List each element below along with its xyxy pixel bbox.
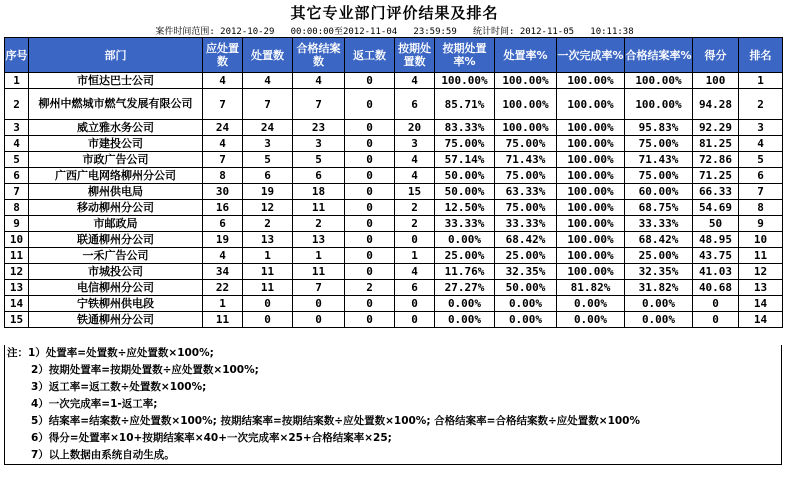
table-cell: 4 <box>203 248 243 264</box>
note-line: 2）按期处置率=按期处置数÷应处置数×100%; <box>31 364 259 376</box>
table-cell: 19 <box>203 232 243 248</box>
table-cell: 31.82% <box>625 280 693 296</box>
table-cell: 11 <box>293 200 345 216</box>
table-cell: 0 <box>243 296 293 312</box>
table-row <box>5 200 783 216</box>
table-cell: 2 <box>293 216 345 232</box>
note-line: 3）返工率=返工数÷处置数×100%; <box>31 381 207 393</box>
table-cell: 50.00% <box>495 280 557 296</box>
table-cell: 1 <box>5 73 29 89</box>
table-cell: 4 <box>5 136 29 152</box>
table-cell: 5 <box>5 152 29 168</box>
table-cell: 4 <box>739 136 783 152</box>
table-cell: 10 <box>739 232 783 248</box>
table-row <box>5 312 783 328</box>
table-cell: 1 <box>395 248 435 264</box>
table-cell: 48.95 <box>693 232 739 248</box>
table-row <box>5 120 783 136</box>
department-cell: 市政广告公司 <box>29 152 203 168</box>
table-cell: 0.00% <box>557 312 625 328</box>
table-cell: 75.00% <box>495 200 557 216</box>
table-cell: 100.00% <box>495 89 557 120</box>
table-cell: 100.00% <box>557 168 625 184</box>
report-time-range: 案件时间范围: 2012-10-29 00:00:00至2012-11-04 23:59:59 统计时间: 2012-11-05 10:11:38 <box>155 27 634 37</box>
table-cell: 10 <box>5 232 29 248</box>
table-row <box>5 168 783 184</box>
table-cell: 75.00% <box>625 136 693 152</box>
table-cell: 2 <box>345 280 395 296</box>
table-row <box>5 184 783 200</box>
department-cell: 市建投公司 <box>29 136 203 152</box>
table-cell: 100.00% <box>557 248 625 264</box>
table-cell: 6 <box>293 168 345 184</box>
table-cell: 11 <box>293 264 345 280</box>
table-cell: 11 <box>739 248 783 264</box>
table-cell: 4 <box>243 73 293 89</box>
table-cell: 1 <box>293 248 345 264</box>
note-line: 6）得分=处置率×10+按期结案率×40+一次完成率×25+合格结案率×25; <box>31 432 392 444</box>
table-cell: 11 <box>243 264 293 280</box>
table-cell: 100.00% <box>625 89 693 120</box>
table-cell: 34 <box>203 264 243 280</box>
department-cell: 柳州中燃城市燃气发展有限公司 <box>29 89 203 120</box>
department-cell: 移动柳州分公司 <box>29 200 203 216</box>
table-cell: 63.33% <box>495 184 557 200</box>
table-cell: 0 <box>395 232 435 248</box>
table-cell: 33.33% <box>435 216 495 232</box>
table-cell: 0 <box>345 216 395 232</box>
table-cell: 12 <box>5 264 29 280</box>
table-cell: 0.00% <box>435 312 495 328</box>
table-cell: 3 <box>243 136 293 152</box>
department-cell: 市恒达巴士公司 <box>29 73 203 89</box>
table-cell: 14 <box>5 296 29 312</box>
department-cell: 铁通柳州分公司 <box>29 312 203 328</box>
column-header: 得分 <box>693 38 739 73</box>
table-cell: 4 <box>203 73 243 89</box>
column-header: 按期处置数 <box>395 38 435 73</box>
table-cell: 66.33 <box>693 184 739 200</box>
column-header: 合格结案数 <box>293 38 345 73</box>
table-row <box>5 232 783 248</box>
table-cell: 100.00% <box>557 120 625 136</box>
table-cell: 6 <box>203 216 243 232</box>
table-cell: 0 <box>345 312 395 328</box>
table-cell: 12 <box>243 200 293 216</box>
table-cell: 68.42% <box>625 232 693 248</box>
table-cell: 81.25 <box>693 136 739 152</box>
table-cell: 5 <box>739 152 783 168</box>
department-cell: 威立雅水务公司 <box>29 120 203 136</box>
table-cell: 7 <box>5 184 29 200</box>
table-cell: 0 <box>293 296 345 312</box>
table-cell: 94.28 <box>693 89 739 120</box>
table-cell: 0 <box>345 73 395 89</box>
table-cell: 68.42% <box>495 232 557 248</box>
table-row <box>5 89 783 120</box>
column-header: 按期处置率% <box>435 38 495 73</box>
table-cell: 13 <box>243 232 293 248</box>
table-cell: 0 <box>243 312 293 328</box>
table-cell: 5 <box>243 152 293 168</box>
table-cell: 0 <box>395 296 435 312</box>
table-cell: 85.71% <box>435 89 495 120</box>
table-cell: 0 <box>345 248 395 264</box>
column-header: 处置率% <box>495 38 557 73</box>
table-cell: 20 <box>395 120 435 136</box>
table-cell: 41.03 <box>693 264 739 280</box>
table-cell: 100.00% <box>557 264 625 280</box>
table-cell: 100.00% <box>557 89 625 120</box>
table-cell: 9 <box>5 216 29 232</box>
table-cell: 0.00% <box>625 296 693 312</box>
table-cell: 23 <box>293 120 345 136</box>
table-cell: 24 <box>203 120 243 136</box>
notes-section <box>4 345 782 465</box>
column-header: 应处置数 <box>203 38 243 73</box>
table-cell: 7 <box>739 184 783 200</box>
table-cell: 24 <box>243 120 293 136</box>
table-cell: 100 <box>693 73 739 89</box>
table-cell: 0 <box>345 120 395 136</box>
table-cell: 40.68 <box>693 280 739 296</box>
table-row <box>5 248 783 264</box>
table-cell: 4 <box>293 73 345 89</box>
department-cell: 一禾广告公司 <box>29 248 203 264</box>
column-header: 部门 <box>29 38 203 73</box>
table-cell: 75.00% <box>625 168 693 184</box>
table-cell: 2 <box>395 200 435 216</box>
table-cell: 33.33% <box>625 216 693 232</box>
table-cell: 7 <box>203 89 243 120</box>
table-cell: 32.35% <box>625 264 693 280</box>
table-cell: 0 <box>693 296 739 312</box>
column-header: 一次完成率% <box>557 38 625 73</box>
table-cell: 0.00% <box>435 232 495 248</box>
table-cell: 4 <box>395 152 435 168</box>
table-cell: 2 <box>5 89 29 120</box>
table-cell: 71.43% <box>625 152 693 168</box>
table-cell: 2 <box>243 216 293 232</box>
table-cell: 9 <box>739 216 783 232</box>
table-cell: 6 <box>739 168 783 184</box>
table-header-row <box>5 38 783 73</box>
column-header: 返工数 <box>345 38 395 73</box>
note-line: 7）以上数据由系统自动生成。 <box>31 449 175 461</box>
table-cell: 25.00% <box>625 248 693 264</box>
table-cell: 7 <box>243 89 293 120</box>
table-cell: 0.00% <box>495 312 557 328</box>
table-row <box>5 280 783 296</box>
table-cell: 18 <box>293 184 345 200</box>
table-row <box>5 152 783 168</box>
table-cell: 8 <box>5 200 29 216</box>
table-cell: 100.00% <box>557 73 625 89</box>
table-cell: 71.43% <box>495 152 557 168</box>
table-cell: 0.00% <box>625 312 693 328</box>
table-cell: 2 <box>395 216 435 232</box>
table-row <box>5 136 783 152</box>
table-cell: 3 <box>739 120 783 136</box>
table-cell: 0 <box>345 264 395 280</box>
table-cell: 30 <box>203 184 243 200</box>
table-cell: 100.00% <box>557 200 625 216</box>
table-row <box>5 264 783 280</box>
table-row <box>5 73 783 89</box>
table-cell: 75.00% <box>495 168 557 184</box>
column-header: 序号 <box>5 38 29 73</box>
table-cell: 0 <box>345 152 395 168</box>
table-cell: 0.00% <box>495 296 557 312</box>
table-cell: 22 <box>203 280 243 296</box>
table-cell: 11 <box>203 312 243 328</box>
table-cell: 6 <box>395 280 435 296</box>
table-cell: 8 <box>203 168 243 184</box>
table-cell: 4 <box>395 264 435 280</box>
table-cell: 11 <box>5 248 29 264</box>
table-cell: 12.50% <box>435 200 495 216</box>
table-cell: 0 <box>345 168 395 184</box>
table-cell: 100.00% <box>435 73 495 89</box>
table-cell: 33.33% <box>495 216 557 232</box>
table-cell: 100.00% <box>557 232 625 248</box>
table-cell: 100.00% <box>557 136 625 152</box>
table-cell: 16 <box>203 200 243 216</box>
table-cell: 6 <box>395 89 435 120</box>
table-cell: 14 <box>739 312 783 328</box>
evaluation-table <box>4 37 783 328</box>
table-cell: 71.25 <box>693 168 739 184</box>
table-cell: 0 <box>345 232 395 248</box>
table-row <box>5 296 783 312</box>
table-cell: 100.00% <box>495 120 557 136</box>
table-cell: 11 <box>243 280 293 296</box>
table-cell: 1 <box>739 73 783 89</box>
table-cell: 32.35% <box>495 264 557 280</box>
table-cell: 100.00% <box>557 184 625 200</box>
table-row <box>5 216 783 232</box>
table-cell: 7 <box>203 152 243 168</box>
table-cell: 68.75% <box>625 200 693 216</box>
table-cell: 13 <box>739 280 783 296</box>
table-cell: 50 <box>693 216 739 232</box>
table-cell: 95.83% <box>625 120 693 136</box>
note-line: 4）一次完成率=1-返工率; <box>31 398 158 410</box>
table-cell: 57.14% <box>435 152 495 168</box>
table-cell: 4 <box>395 168 435 184</box>
table-cell: 1 <box>243 248 293 264</box>
table-cell: 2 <box>739 89 783 120</box>
table-cell: 27.27% <box>435 280 495 296</box>
table-body <box>5 73 783 328</box>
table-cell: 3 <box>293 136 345 152</box>
table-cell: 83.33% <box>435 120 495 136</box>
table-cell: 75.00% <box>435 136 495 152</box>
department-cell: 电信柳州分公司 <box>29 280 203 296</box>
table-cell: 3 <box>395 136 435 152</box>
column-header: 排名 <box>739 38 783 73</box>
note-line: 5）结案率=结案数÷应处置数×100%; 按期结案率=按期结案数÷应处置数×100%; 合格结案率=合格结案数÷应处置数×100% <box>31 415 641 427</box>
table-cell: 54.69 <box>693 200 739 216</box>
table-cell: 14 <box>739 296 783 312</box>
table-cell: 0 <box>345 89 395 120</box>
table-cell: 4 <box>203 136 243 152</box>
table-cell: 72.86 <box>693 152 739 168</box>
table-cell: 4 <box>395 73 435 89</box>
table-cell: 13 <box>293 232 345 248</box>
table-cell: 0.00% <box>435 296 495 312</box>
table-cell: 60.00% <box>625 184 693 200</box>
table-cell: 43.75 <box>693 248 739 264</box>
table-cell: 0 <box>345 200 395 216</box>
table-cell: 0 <box>345 184 395 200</box>
table-cell: 100.00% <box>557 216 625 232</box>
department-cell: 柳州供电局 <box>29 184 203 200</box>
table-cell: 0.00% <box>557 296 625 312</box>
table-cell: 11.76% <box>435 264 495 280</box>
department-cell: 宁铁柳州供电段 <box>29 296 203 312</box>
table-cell: 0 <box>293 312 345 328</box>
table-cell: 0 <box>693 312 739 328</box>
table-cell: 15 <box>5 312 29 328</box>
table-cell: 0 <box>395 312 435 328</box>
table-cell: 7 <box>293 89 345 120</box>
department-cell: 联通柳州分公司 <box>29 232 203 248</box>
table-cell: 50.00% <box>435 184 495 200</box>
table-cell: 19 <box>243 184 293 200</box>
table-cell: 0 <box>345 136 395 152</box>
note-line: 注：1）处置率=处置数÷应处置数×100%; <box>7 347 214 359</box>
table-cell: 92.29 <box>693 120 739 136</box>
table-cell: 15 <box>395 184 435 200</box>
table-cell: 5 <box>293 152 345 168</box>
table-cell: 100.00% <box>557 152 625 168</box>
table-cell: 7 <box>293 280 345 296</box>
table-cell: 12 <box>739 264 783 280</box>
table-cell: 6 <box>5 168 29 184</box>
column-header: 处置数 <box>243 38 293 73</box>
page-title: 其它专业部门评价结果及排名 <box>290 4 499 22</box>
table-cell: 50.00% <box>435 168 495 184</box>
table-cell: 0 <box>345 296 395 312</box>
table-cell: 25.00% <box>435 248 495 264</box>
department-cell: 市城投公司 <box>29 264 203 280</box>
table-cell: 81.82% <box>557 280 625 296</box>
table-cell: 75.00% <box>495 136 557 152</box>
table-cell: 13 <box>5 280 29 296</box>
table-cell: 100.00% <box>625 73 693 89</box>
table-cell: 8 <box>739 200 783 216</box>
table-cell: 3 <box>5 120 29 136</box>
table-cell: 25.00% <box>495 248 557 264</box>
department-cell: 市邮政局 <box>29 216 203 232</box>
table-cell: 1 <box>203 296 243 312</box>
table-cell: 100.00% <box>495 73 557 89</box>
department-cell: 广西广电网络柳州分公司 <box>29 168 203 184</box>
table-cell: 6 <box>243 168 293 184</box>
column-header: 合格结案率% <box>625 38 693 73</box>
